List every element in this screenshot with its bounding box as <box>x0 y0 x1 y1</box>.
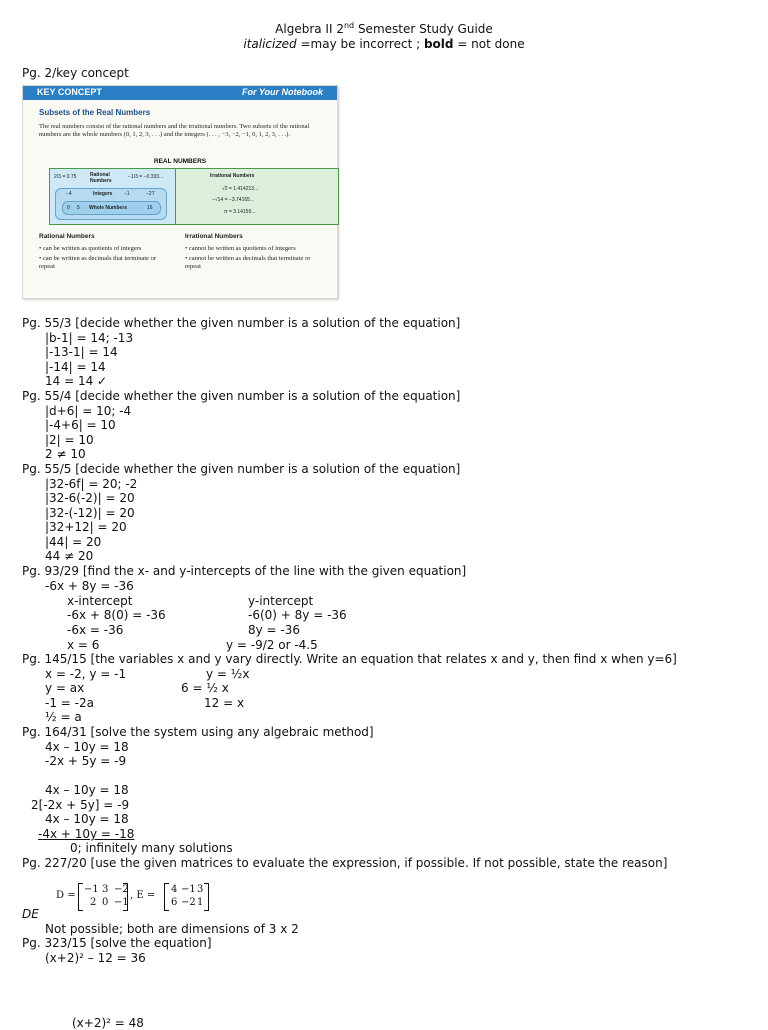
matrix-bracket <box>78 883 83 911</box>
key-concept-header <box>23 86 337 100</box>
irrational-heading: Irrational Numbers <box>185 233 243 240</box>
integers-label: Integers <box>93 191 113 197</box>
work-line: |b-1| = 14; -13 <box>45 331 134 345</box>
matrix-d-cell: −2 <box>114 884 129 895</box>
rational-bullet: • can be written as quotients of integers <box>39 245 142 252</box>
work-line: y = ax <box>45 681 85 695</box>
work-line: |2| = 10 <box>45 433 94 447</box>
work-line: y = -9/2 or -4.5 <box>226 638 318 652</box>
work-line: 8y = -36 <box>248 623 301 637</box>
key-concept-paragraph: The real numbers consist of the rational numbers and the irrational numbers. Two subsets of the rational numbers are the whole numbers (0, 1, 2, 3, . . .) and the integers (. . . , −3, −2, −1, 0, 1, 2, 3, . . .). <box>39 123 310 138</box>
key-concept-figure <box>22 85 338 299</box>
work-line: |44| = 20 <box>45 535 102 549</box>
work-line: -2x + 5y = -9 <box>45 754 127 768</box>
irrational-example: −√14 = −3.74165... <box>212 197 255 203</box>
matrix-d-cell: 0 <box>102 897 109 908</box>
work-line: (x+2)² – 12 = 36 <box>45 951 146 965</box>
irrational-bullet: • cannot be written as quotients of integers <box>185 245 296 252</box>
whole-example: 5 <box>77 205 80 211</box>
matrix-e-cell: −1 <box>181 884 196 895</box>
irrational-example: √2 = 1.414213... <box>222 186 259 192</box>
work-line: 2[-2x + 5y] = -9 <box>31 798 130 812</box>
rational-bullet: • can be written as decimals that terminate or repeat <box>39 255 157 270</box>
irrational-example: π = 3.14159... <box>224 209 256 215</box>
irrational-bullet: • cannot be written as decimals that terminate or repeat <box>185 255 311 270</box>
work-line: -4x + 10y = -18 <box>38 827 135 841</box>
whole-example: 0 <box>67 205 70 211</box>
work-line: |32-6(-2)| = 20 <box>45 491 135 505</box>
rational-region <box>50 169 176 224</box>
problem-heading: Pg. 323/15 [solve the equation] <box>22 936 212 950</box>
rational-example: 2/3 = 0.75 <box>54 174 77 180</box>
work-line: |d+6| = 10; -4 <box>45 404 132 418</box>
work-line: x-intercept <box>67 594 133 608</box>
matrix-e-cell: 6 <box>171 897 178 908</box>
work-line: ½ = a <box>45 710 82 724</box>
work-line: 0; infinitely many solutions <box>70 841 233 855</box>
work-line: -6(0) + 8y = -36 <box>248 608 347 622</box>
problem-heading: Pg. 55/3 [decide whether the given number is a solution of the equation] <box>22 316 461 330</box>
work-line: 44 ≠ 20 <box>45 549 94 563</box>
work-line: (x+2)² = 48 <box>72 1016 144 1030</box>
matrix-d-cell: 3 <box>102 884 109 895</box>
work-line: |-13-1| = 14 <box>45 345 118 359</box>
irrational-properties <box>185 233 325 271</box>
work-line: -1 = -2a <box>45 696 94 710</box>
problem-heading: Pg. 145/15 [the variables x and y vary directly. Write an equation that relates x and y, then find x when y=6] <box>22 652 677 666</box>
work-line: |-4+6| = 10 <box>45 418 116 432</box>
problem-heading: Pg. 164/31 [solve the system using any algebraic method] <box>22 725 374 739</box>
work-line: 2 ≠ 10 <box>45 447 86 461</box>
problem-heading: Pg. 227/20 [use the given matrices to evaluate the expression, if possible. If not possible, state the reason] <box>22 856 668 870</box>
rational-example: −1/3 = −0.333... <box>128 174 164 180</box>
integer-example: −27 <box>146 191 155 197</box>
work-line: 4x – 10y = 18 <box>45 812 129 826</box>
matrix-bracket <box>164 883 169 911</box>
key-concept-subtitle: Subsets of the Real Numbers <box>39 108 151 117</box>
work-line: |-14| = 14 <box>45 360 106 374</box>
work-line: x = -2, y = -1 <box>45 667 127 681</box>
work-line: 14 = 14 ✓ <box>45 374 108 388</box>
work-line: -6x + 8y = -36 <box>45 579 134 593</box>
real-numbers-diagram <box>49 168 339 225</box>
integer-example: −4 <box>66 191 72 197</box>
matrix-e-cell: 3 <box>197 884 204 895</box>
work-line: Not possible; both are dimensions of 3 x 2 <box>45 922 299 936</box>
work-line: y-intercept <box>248 594 314 608</box>
work-line: y = ½x <box>206 667 250 681</box>
document-title: Algebra II 2nd Semester Study Guide <box>275 21 493 36</box>
work-line: 12 = x <box>204 696 245 710</box>
integer-example: −1 <box>124 191 130 197</box>
work-line: |32-6f| = 20; -2 <box>45 477 138 491</box>
key-concept-label: Pg. 2/key concept <box>22 66 129 80</box>
rational-label: Rational Numbers <box>90 172 112 184</box>
work-line: x = 6 <box>67 638 100 652</box>
work-line: 4x – 10y = 18 <box>45 783 129 797</box>
matrix-e-cell: −2 <box>181 897 196 908</box>
matrix-expression: DE <box>22 907 39 921</box>
irrational-label: Irrational Numbers <box>210 173 255 179</box>
key-concept-header-title: KEY CONCEPT <box>37 87 102 97</box>
work-line: |32+12| = 20 <box>45 520 127 534</box>
matrix-e-cell: 4 <box>171 884 178 895</box>
problem-heading: Pg. 55/5 [decide whether the given number is a solution of the equation] <box>22 462 461 476</box>
work-line: |32-(-12)| = 20 <box>45 506 135 520</box>
rational-properties <box>39 233 171 271</box>
work-line: 4x – 10y = 18 <box>45 740 129 754</box>
whole-example: 16 <box>147 205 153 211</box>
problem-heading: Pg. 93/29 [find the x- and y-intercepts of the line with the given equation] <box>22 564 467 578</box>
matrix-d-cell: 2 <box>90 897 97 908</box>
notebook-label: For Your Notebook <box>242 87 323 97</box>
work-line: 6 = ½ x <box>181 681 229 695</box>
whole-numbers-region <box>62 201 161 215</box>
work-line: -6x = -36 <box>67 623 124 637</box>
work-line: -6x + 8(0) = -36 <box>67 608 166 622</box>
matrix-e-cell: 1 <box>197 897 204 908</box>
matrix-bracket <box>204 883 209 911</box>
whole-numbers-label: Whole Numbers <box>89 205 128 211</box>
legend-line: italicized =may be incorrect ; bold = not done <box>243 37 525 51</box>
rational-heading: Rational Numbers <box>39 233 95 240</box>
matrix-bracket <box>123 883 128 911</box>
real-numbers-label: REAL NUMBERS <box>153 158 207 165</box>
matrix-d-label: D = <box>56 890 76 901</box>
problem-heading: Pg. 55/4 [decide whether the given number is a solution of the equation] <box>22 389 461 403</box>
matrix-e-label: , E = <box>130 890 156 901</box>
matrix-d-cell: −1 <box>84 884 99 895</box>
matrix-d-cell: −1 <box>114 897 129 908</box>
